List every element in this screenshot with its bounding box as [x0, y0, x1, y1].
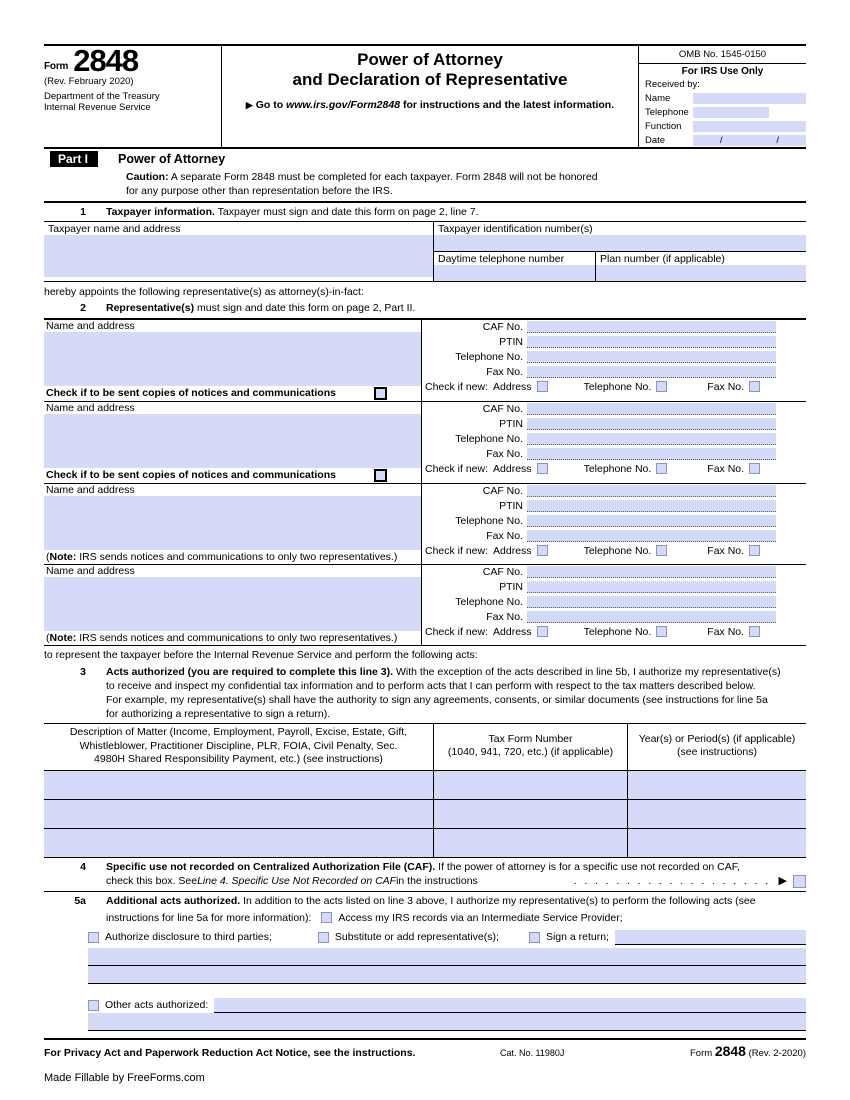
rep3-telephone-input[interactable]: [527, 515, 776, 527]
acts-row-2-description[interactable]: [44, 800, 434, 828]
rep4-fax-input[interactable]: [527, 611, 776, 623]
rep3-new-telephone-label: Telephone No.: [583, 544, 652, 557]
line-3-bold: Acts authorized (you are required to complete this line 3).: [106, 665, 394, 678]
rep4-name-address-label: Name and address: [46, 564, 135, 577]
rep4-new-address-checkbox[interactable]: [537, 626, 548, 637]
department-line-1: Department of the Treasury: [44, 91, 160, 103]
form-number: 2848: [73, 43, 139, 78]
rep2-new-telephone-checkbox[interactable]: [656, 463, 667, 474]
irs-name-label: Name: [645, 92, 671, 104]
rep2-caf-input[interactable]: [527, 403, 776, 415]
acts-authorized-table: [44, 723, 806, 857]
rep3-telephone-label: Telephone No.: [455, 515, 523, 528]
plan-number-label: Plan number (if applicable): [600, 253, 725, 266]
rep1-new-fax-checkbox[interactable]: [749, 381, 760, 392]
irs-name-input[interactable]: [693, 93, 806, 104]
acts-row-1-description[interactable]: [44, 771, 434, 799]
rep4-ptin-label: PTIN: [499, 581, 523, 594]
rep2-new-fax-checkbox[interactable]: [749, 463, 760, 474]
line-4-specific-use-checkbox[interactable]: [793, 875, 806, 888]
daytime-telephone-input[interactable]: [434, 265, 595, 281]
rep4-new-fax-checkbox[interactable]: [749, 626, 760, 637]
rep4-left: [44, 565, 422, 645]
rep2-name-address-label: Name and address: [46, 401, 135, 414]
irs-date-input[interactable]: [693, 135, 806, 146]
line-2-number: 2: [80, 302, 86, 315]
rep4-name-address-input[interactable]: [44, 577, 421, 631]
line-5a-text: [86, 894, 806, 925]
authorize-disclosure-label: Authorize disclosure to third parties;: [105, 931, 272, 944]
line-4-line-2-post: in the instructions: [396, 875, 478, 888]
rep2-telephone-label: Telephone No.: [455, 433, 523, 446]
irs-use-only-block: [638, 46, 806, 147]
rep1-telephone-input[interactable]: [527, 351, 776, 363]
rep4-note: [44, 631, 421, 645]
rep1-send-copies-row[interactable]: [44, 386, 421, 401]
rep1-check-if-new-label: Check if new:: [425, 380, 489, 393]
rep2-check-if-new-row: [422, 462, 806, 476]
taxpayer-id-input[interactable]: [434, 235, 806, 251]
line-1-rest: Taxpayer must sign and date this form on page 2, line 7.: [214, 206, 479, 219]
rep2-fax-row: [422, 447, 806, 462]
rep4-caf-input[interactable]: [527, 566, 776, 578]
rep4-note-rest: IRS sends notices and communications to only two representatives.): [76, 631, 398, 644]
rep4-telephone-row: [422, 595, 806, 610]
rep2-check-if-new-label: Check if new:: [425, 462, 489, 475]
department-line-2: Internal Revenue Service: [44, 102, 151, 114]
acts-col2-header-line-2: (1040, 941, 720, etc.) (if applicable): [447, 746, 614, 759]
rep3-fax-label: Fax No.: [486, 530, 523, 543]
form-footer: [44, 1038, 806, 1059]
irs-function-row: [639, 119, 806, 133]
rep4-new-telephone-label: Telephone No.: [583, 625, 652, 638]
rep4-note-open: (: [46, 631, 50, 644]
other-acts-input[interactable]: [214, 998, 806, 1013]
rep2-fax-label: Fax No.: [486, 448, 523, 461]
rep3-right: [422, 484, 806, 564]
irs-date-row: [639, 133, 806, 147]
other-acts-checkbox[interactable]: [88, 1000, 99, 1011]
daytime-telephone-cell: [434, 252, 596, 281]
rep3-new-fax-checkbox[interactable]: [749, 545, 760, 556]
rep1-name-address-input[interactable]: [44, 332, 421, 386]
line-5a-options-row: [88, 927, 806, 945]
watermark-text: Made Fillable by FreeForms.com: [44, 1072, 205, 1084]
rep2-send-copies-checkbox[interactable]: [374, 469, 387, 482]
rep1-ptin-row: [422, 335, 806, 350]
rep4-fax-label: Fax No.: [486, 611, 523, 624]
line-4-italic-reference: Line 4. Specific Use Not Recorded on CAF: [197, 875, 397, 888]
irs-function-input[interactable]: [693, 121, 806, 132]
line-2-rest: must sign and date this form on page 2, Part II.: [194, 302, 416, 315]
taxpayer-name-address-cell: [44, 222, 434, 281]
department-block: [44, 92, 215, 114]
line-4-heading: [44, 858, 806, 891]
rep2-fax-input[interactable]: [527, 448, 776, 460]
goto-url[interactable]: www.irs.gov/Form2848: [286, 99, 401, 112]
form-title-line-1: Power of Attorney: [357, 50, 503, 69]
rep4-new-telephone-checkbox[interactable]: [656, 626, 667, 637]
form-header: [44, 43, 806, 147]
rep2-caf-label: CAF No.: [482, 403, 523, 416]
taxpayer-id-cell: [434, 222, 806, 281]
rep4-ptin-row: [422, 580, 806, 595]
table-row: [44, 770, 806, 799]
line-5a-freetext-line-1[interactable]: [88, 948, 806, 966]
rep4-right: [422, 565, 806, 645]
part1-title: Power of Attorney: [118, 152, 226, 166]
acts-row-2-tax-form-number[interactable]: [434, 800, 628, 828]
line-5a-line-1-rest: In addition to the acts listed on line 3 above, I authorize my representative(s) to perform the following acts (see: [240, 894, 756, 907]
rep3-new-telephone-checkbox[interactable]: [656, 545, 667, 556]
omb-number: OMB No. 1545-0150: [639, 46, 806, 64]
to-represent-text: to represent the taxpayer before the Internal Revenue Service and perform the following acts:: [44, 648, 478, 661]
rep4-caf-label: CAF No.: [482, 566, 523, 579]
acts-col2-header: [434, 724, 628, 769]
rep3-note: [44, 550, 421, 564]
rep3-ptin-row: [422, 499, 806, 514]
taxpayer-id-label: Taxpayer identification number(s): [438, 223, 593, 236]
acts-col1-header-line-1: Description of Matter (Income, Employment, Payroll, Excise, Estate, Gift,: [69, 726, 408, 739]
footer-form-identifier: [690, 1043, 806, 1059]
acts-col1-header: [44, 724, 434, 769]
irs-date-label: Date: [645, 134, 666, 146]
other-acts-row: [88, 998, 806, 1013]
rep3-new-fax-label: Fax No.: [707, 544, 745, 557]
rep3-check-if-new-row: [422, 544, 806, 558]
line-2-bold: Representative(s): [106, 302, 195, 315]
rep2-telephone-row: [422, 432, 806, 447]
rep1-ptin-input[interactable]: [527, 336, 776, 348]
line-4-bold: Specific use not recorded on Centralized Authorization File (CAF).: [106, 860, 436, 873]
taxpayer-name-address-input[interactable]: [44, 235, 433, 277]
form-word-label: Form: [44, 61, 69, 73]
rep3-fax-input[interactable]: [527, 530, 776, 542]
acts-row-3-description[interactable]: [44, 829, 434, 857]
rep3-ptin-label: PTIN: [499, 500, 523, 513]
rep2-new-address-checkbox[interactable]: [537, 463, 548, 474]
right-arrow-icon: ▶: [245, 100, 253, 111]
rep1-new-telephone-checkbox[interactable]: [656, 381, 667, 392]
rep1-ptin-label: PTIN: [499, 336, 523, 349]
rep1-new-address-checkbox[interactable]: [537, 381, 548, 392]
acts-col3-header-line-1: Year(s) or Period(s) (if applicable): [638, 733, 796, 746]
rep3-ptin-input[interactable]: [527, 500, 776, 512]
hereby-appoints-text: hereby appoints the following representative(s) as attorney(s)-in-fact:: [44, 286, 364, 299]
line-3-line-3: For example, my representative(s) shall have the authority to sign any agreements, consents, or similar documents (see instructions for line 5a: [106, 693, 768, 706]
plan-number-cell: [596, 252, 806, 281]
part1-bar: [44, 149, 806, 169]
rep2-new-address-label: Address: [493, 462, 532, 475]
date-separator-2: /: [776, 134, 780, 146]
received-by-label: Received by:: [645, 79, 700, 90]
line-4-number: 4: [80, 860, 86, 873]
footer-form-revision: (Rev. 2-2020): [748, 1047, 806, 1059]
rep4-telephone-label: Telephone No.: [455, 596, 523, 609]
rep1-name-address-label: Name and address: [46, 319, 135, 332]
rep2-right: [422, 402, 806, 483]
rep4-check-if-new-row: [422, 625, 806, 639]
rep2-new-fax-label: Fax No.: [707, 462, 745, 475]
goto-suffix: for instructions and the latest information.: [402, 99, 615, 112]
irs-use-only-title: For IRS Use Only: [681, 66, 764, 77]
rep2-telephone-input[interactable]: [527, 433, 776, 445]
irs-telephone-row: [639, 105, 806, 119]
rep3-caf-input[interactable]: [527, 485, 776, 497]
line-2-heading: [44, 299, 806, 317]
rep3-left: [44, 484, 422, 564]
catalog-number: Cat. No. 11980J: [500, 1047, 565, 1058]
taxpayer-information-block: [44, 222, 806, 281]
rep2-new-telephone-label: Telephone No.: [583, 462, 652, 475]
caution-line-2: for any purpose other than representation before the IRS.: [126, 184, 393, 197]
intermediate-service-provider-checkbox[interactable]: [321, 912, 332, 923]
rep4-caf-row: [422, 565, 806, 580]
rep3-note-open: (: [46, 550, 50, 563]
irs-telephone-input[interactable]: [693, 107, 769, 118]
substitute-representative-label: Substitute or add representative(s);: [334, 931, 499, 944]
rep2-ptin-input[interactable]: [527, 418, 776, 430]
representative-block-4: [44, 565, 806, 646]
line-4-arrow-icon: ▶: [778, 874, 787, 887]
line-3-number: 3: [80, 665, 86, 678]
rep2-name-address-input[interactable]: [44, 414, 421, 468]
sign-a-return-checkbox[interactable]: [529, 932, 540, 943]
rep4-telephone-input[interactable]: [527, 596, 776, 608]
rep3-name-address-input[interactable]: [44, 496, 421, 550]
acts-row-2-years-periods[interactable]: [628, 800, 806, 828]
line-4-dot-leaders: . . . . . . . . . . . . . . . . . . .: [573, 875, 771, 888]
intermediate-service-provider-label: Access my IRS records via an Intermediate Service Provider;: [338, 911, 623, 924]
rep3-new-address-checkbox[interactable]: [537, 545, 548, 556]
other-acts-line-2[interactable]: [88, 1013, 806, 1031]
line-1-bold: Taxpayer information.: [106, 206, 215, 219]
table-row: [44, 828, 806, 857]
acts-table-header: [44, 724, 806, 769]
header-left: [44, 43, 222, 147]
representative-block-1: [44, 318, 806, 402]
line-3-text: [86, 665, 806, 722]
rep2-ptin-label: PTIN: [499, 418, 523, 431]
acts-row-1-tax-form-number[interactable]: [434, 771, 628, 799]
line-5a-intermediate-row: [106, 908, 806, 925]
taxpayer-name-address-label: Taxpayer name and address: [48, 223, 181, 236]
acts-row-3-years-periods[interactable]: [628, 829, 806, 857]
line-5a-heading: [44, 892, 806, 927]
rep2-send-copies-label: Check if to be sent copies of notices and communications: [46, 469, 336, 482]
rep3-fax-row: [422, 529, 806, 544]
rep4-ptin-input[interactable]: [527, 581, 776, 593]
rep2-left: [44, 402, 422, 483]
rep3-caf-row: [422, 484, 806, 499]
rep1-caf-input[interactable]: [527, 321, 776, 333]
acts-col1-header-line-3: 4980H Shared Responsibility Payment, etc.) (see instructions): [94, 753, 383, 766]
line-4-line-1-rest: If the power of attorney is for a specific use not recorded on CAF,: [435, 860, 740, 873]
rep1-new-telephone-label: Telephone No.: [583, 380, 652, 393]
line-4-text: [86, 860, 806, 889]
rep4-note-bold: Note:: [49, 631, 77, 644]
line-3-heading: [44, 663, 806, 724]
rep3-note-bold: Note:: [49, 550, 77, 563]
line-4-checkbox-row: [106, 874, 806, 889]
rep1-send-copies-label: Check if to be sent copies of notices and communications: [46, 387, 336, 400]
footer-form-number: 2848: [714, 1042, 746, 1059]
form-revision: (Rev. February 2020): [44, 76, 134, 88]
other-acts-label: Other acts authorized:: [105, 999, 209, 1012]
line-3-line-2: to receive and inspect my confidential tax information and to perform acts that I can perform with respect to the tax matters described below.: [106, 679, 756, 692]
rep1-right: [422, 320, 806, 401]
rep1-send-copies-checkbox[interactable]: [374, 387, 387, 400]
privacy-act-notice: For Privacy Act and Paperwork Reduction Act Notice, see the instructions.: [44, 1046, 416, 1059]
rep4-check-if-new-label: Check if new:: [425, 625, 489, 638]
rep4-new-address-label: Address: [493, 625, 532, 638]
sign-a-return-input[interactable]: [615, 930, 806, 945]
rep1-telephone-label: Telephone No.: [455, 351, 523, 364]
acts-row-1-years-periods[interactable]: [628, 771, 806, 799]
rep3-telephone-row: [422, 514, 806, 529]
representative-block-3: [44, 484, 806, 565]
part1-caution: [44, 169, 806, 201]
rep2-ptin-row: [422, 417, 806, 432]
line-5a-line-2-pre: instructions for line 5a for more information):: [106, 911, 312, 924]
rep1-fax-label: Fax No.: [486, 366, 523, 379]
header-title-block: [222, 46, 638, 147]
rep1-fax-row: [422, 365, 806, 380]
caution-line-1: A separate Form 2848 must be completed for each taxpayer. Form 2848 will not be honored: [168, 171, 598, 183]
rep4-new-fax-label: Fax No.: [707, 625, 745, 638]
form-identifier: [44, 43, 215, 78]
sign-a-return-label: Sign a return;: [545, 931, 609, 944]
goto-instructions: [228, 99, 632, 111]
rep3-caf-label: CAF No.: [482, 485, 523, 498]
rep3-new-address-label: Address: [493, 544, 532, 557]
rep1-new-fax-label: Fax No.: [707, 380, 745, 393]
footer-form-word: Form: [690, 1047, 713, 1059]
line-5a-number: 5a: [74, 894, 86, 907]
line-3-line-1-rest: With the exception of the acts described in line 5b, I authorize my representative(s): [393, 665, 781, 678]
authorize-disclosure-checkbox[interactable]: [88, 932, 99, 943]
daytime-telephone-label: Daytime telephone number: [438, 253, 565, 266]
date-separator-1: /: [719, 134, 723, 146]
representative-block-2: [44, 402, 806, 484]
rep4-fax-row: [422, 610, 806, 625]
rep3-check-if-new-label: Check if new:: [425, 544, 489, 557]
line-5a-freetext-line-2[interactable]: [88, 966, 806, 984]
line-3-line-4: for authorizing a representative to sign a return).: [106, 708, 331, 721]
irs-function-label: Function: [645, 120, 682, 132]
rep1-check-if-new-row: [422, 380, 806, 394]
acts-col3-header: [628, 724, 806, 769]
rep1-caf-row: [422, 320, 806, 335]
rep3-name-address-label: Name and address: [46, 483, 135, 496]
acts-row-3-tax-form-number[interactable]: [434, 829, 628, 857]
rep1-caf-label: CAF No.: [482, 321, 523, 334]
acts-col2-header-line-1: Tax Form Number: [488, 733, 573, 746]
substitute-representative-checkbox[interactable]: [318, 932, 329, 943]
rep1-new-address-label: Address: [493, 380, 532, 393]
line-1-number: 1: [80, 206, 86, 219]
line-1-text: [86, 205, 806, 219]
caution-bold: Caution:: [126, 171, 169, 183]
line-4-line-2-pre: check this box. See: [106, 875, 198, 888]
rep2-send-copies-row[interactable]: [44, 468, 421, 483]
plan-number-input[interactable]: [596, 265, 806, 281]
rep1-fax-input[interactable]: [527, 366, 776, 378]
irs-telephone-label: Telephone: [645, 106, 689, 118]
line-1-heading: [44, 203, 806, 221]
line-2-text: [86, 301, 806, 315]
table-row: [44, 799, 806, 828]
part1-label: Part I: [50, 151, 98, 167]
rep2-caf-row: [422, 402, 806, 417]
taxpayer-sub-row: [434, 251, 806, 281]
rep1-left: [44, 320, 422, 401]
form-sheet: [44, 44, 806, 1059]
goto-prefix: Go to: [255, 99, 284, 112]
acts-col3-header-line-2: (see instructions): [677, 746, 757, 759]
form-title-line-2: and Declaration of Representative: [292, 70, 568, 90]
line-5a-bold: Additional acts authorized.: [106, 894, 241, 907]
irs-name-row: [639, 91, 806, 105]
rep3-note-rest: IRS sends notices and communications to only two representatives.): [76, 550, 398, 563]
acts-col1-header-line-2: Whistleblower, Practitioner Discipline, PLR, FOIA, Civil Penalty, Sec.: [79, 739, 398, 752]
rep1-telephone-row: [422, 350, 806, 365]
